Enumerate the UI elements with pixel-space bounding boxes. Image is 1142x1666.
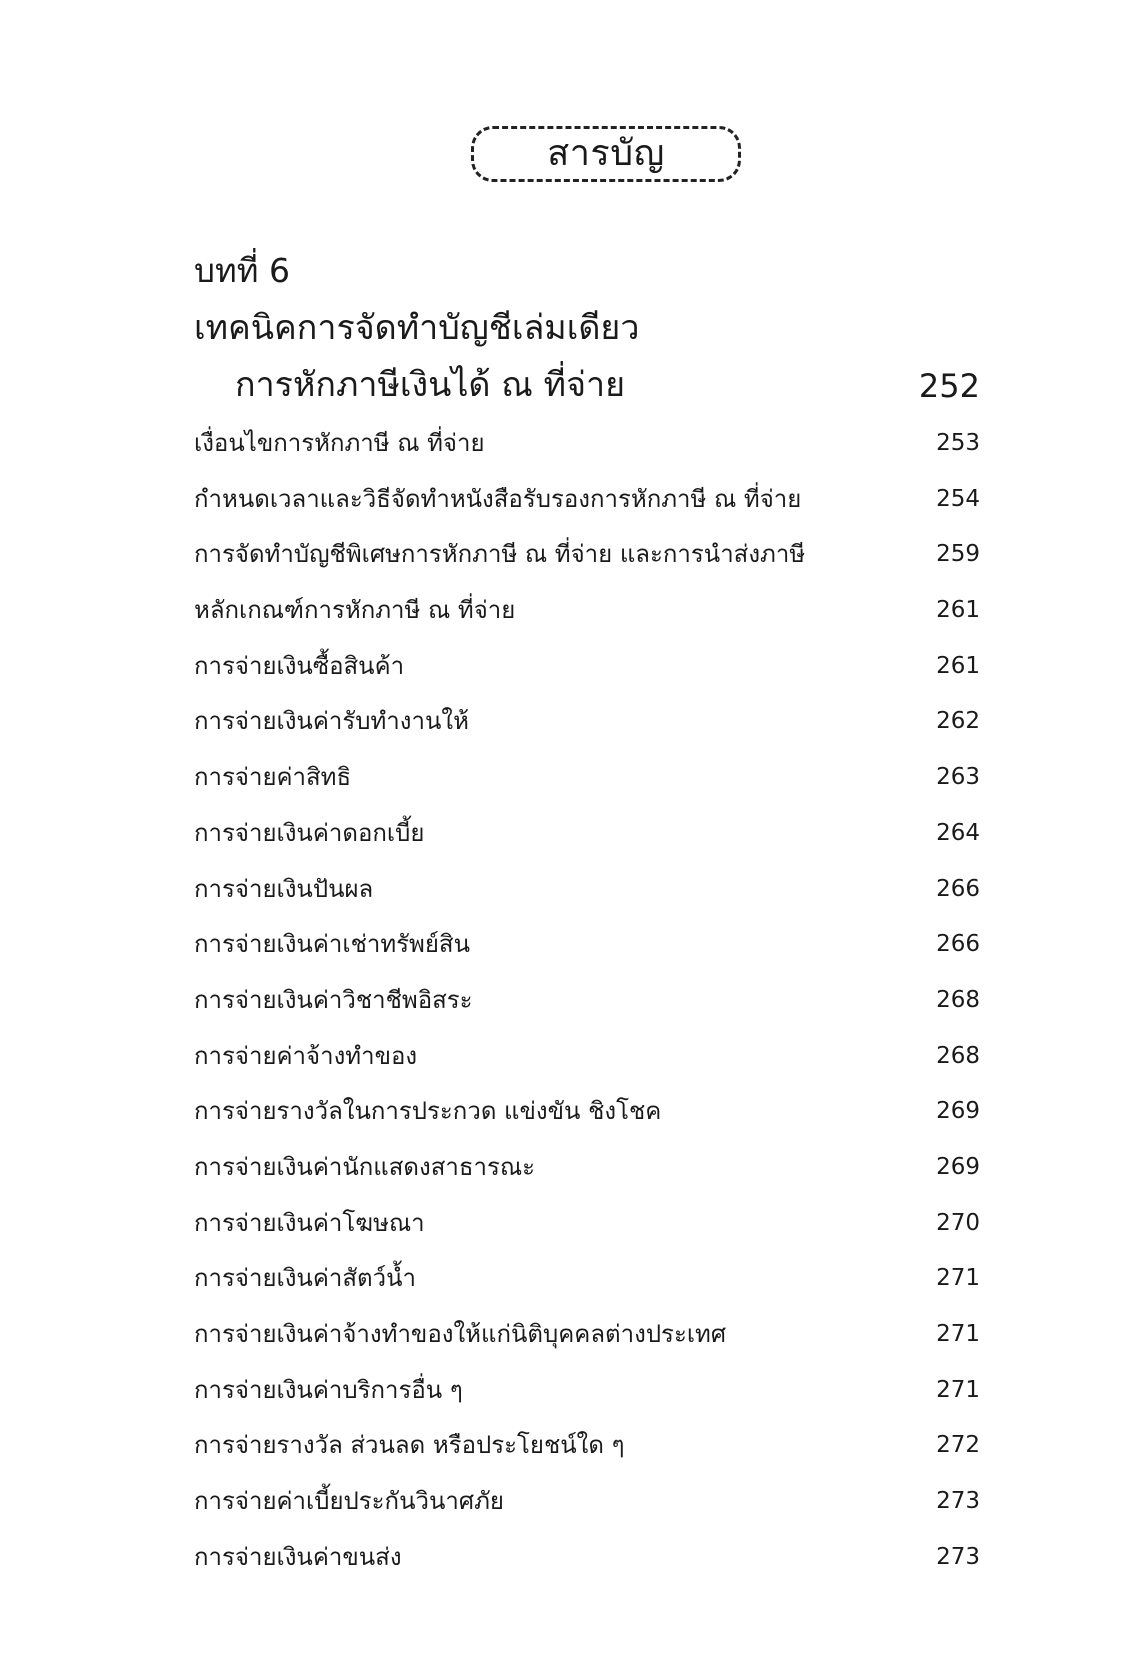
- toc-entry-title: การจ่ายเงินค่าสัตว์น้ำ: [194, 1264, 416, 1293]
- toc-title: สารบัญ: [547, 133, 665, 174]
- toc-entry-title: หลักเกณฑ์การหักภาษี ณ ที่จ่าย: [194, 596, 516, 625]
- toc-entry: [194, 1542, 980, 1598]
- toc-entry: [194, 1152, 980, 1208]
- toc-entry-title: การจ่ายรางวัลในการประกวด แข่งขัน ชิงโชค: [194, 1097, 662, 1126]
- toc-entry: [194, 1041, 980, 1097]
- toc-entry-page: 270: [936, 1209, 980, 1236]
- toc-entry-page: 271: [936, 1265, 980, 1292]
- toc-entry: [194, 1375, 980, 1431]
- toc-entry-page: 273: [936, 1543, 980, 1570]
- toc-entry: [194, 539, 980, 595]
- toc-entry-page: 269: [936, 1153, 980, 1180]
- toc-entry: [194, 1319, 980, 1375]
- toc-entry-title: การจ่ายเงินค่าโฆษณา: [194, 1208, 425, 1237]
- toc-entry-page: 254: [936, 485, 980, 512]
- toc-entry-page: 273: [936, 1488, 980, 1515]
- toc-entry: [194, 874, 980, 930]
- toc-entry-title: การจ่ายเงินค่าดอกเบี้ย: [194, 818, 425, 847]
- toc-entry-page: 264: [936, 819, 980, 846]
- toc-entry: [194, 428, 980, 484]
- toc-entry-page: 268: [936, 986, 980, 1013]
- chapter-page-number: 252: [918, 367, 980, 405]
- toc-entry: [194, 595, 980, 651]
- toc-entry-page: 266: [936, 931, 980, 958]
- toc-entry: [194, 651, 980, 707]
- toc-entry: [194, 1430, 980, 1486]
- toc-entry: [194, 929, 980, 985]
- toc-entry-page: 261: [936, 597, 980, 624]
- toc-entry-page: 263: [936, 764, 980, 791]
- toc-entry-title: เงื่อนไขการหักภาษี ณ ที่จ่าย: [194, 429, 485, 457]
- toc-entry-page: 269: [936, 1098, 980, 1125]
- toc-entry: [194, 1263, 980, 1319]
- toc-entry-page: 253: [936, 430, 980, 456]
- toc-entry-title: การจ่ายเงินค่ารับทำงานให้: [194, 707, 469, 736]
- toc-entry: [194, 818, 980, 874]
- toc-entry-page: 272: [936, 1432, 980, 1459]
- toc-entry-page: 262: [936, 708, 980, 735]
- toc-entry: [194, 1096, 980, 1152]
- toc-entry: [194, 484, 980, 540]
- toc-entry-title: การจ่ายเงินค่าจ้างทำของให้แก่นิติบุคคลต่างประเทศ: [194, 1320, 727, 1348]
- toc-entry: [194, 985, 980, 1041]
- chapter-label: บทที่ 6: [194, 251, 290, 290]
- toc-entry-title: การจ่ายเงินค่าขนส่ง: [194, 1542, 402, 1571]
- toc-entry-title: การจ่ายเงินค่าวิชาชีพอิสระ: [194, 985, 473, 1014]
- toc-title-box: [471, 126, 741, 182]
- toc-entry-title: การจ่ายค่าเบี้ยประกันวินาศภัย: [194, 1487, 504, 1516]
- toc-entry-page: 261: [936, 652, 980, 679]
- toc-entry-title: การจ่ายเงินค่านักแสดงสาธารณะ: [194, 1152, 536, 1181]
- toc-entry-title: การจ่ายเงินค่าเช่าทรัพย์สิน: [194, 930, 470, 959]
- toc-entry: [194, 762, 980, 818]
- toc-entry-title: การจ่ายรางวัล ส่วนลด หรือประโยชน์ใด ๆ: [194, 1431, 625, 1460]
- toc-entry-page: 271: [936, 1321, 980, 1347]
- toc-entry-title: การจ่ายค่าจ้างทำของ: [194, 1041, 418, 1070]
- toc-entry-title: การจัดทำบัญชีพิเศษการหักภาษี ณ ที่จ่าย และการนำส่งภาษี: [194, 540, 806, 569]
- toc-entry: [194, 706, 980, 762]
- toc-entry-title: กำหนดเวลาและวิธีจัดทำหนังสือรับรองการหักภาษี ณ ที่จ่าย: [194, 484, 802, 513]
- toc-entry-title: การจ่ายเงินซื้อสินค้า: [194, 651, 405, 680]
- toc-entry-page: 259: [936, 541, 980, 568]
- toc-entry-page: 271: [936, 1376, 980, 1403]
- toc-entry-list: [194, 428, 980, 1597]
- toc-entry-title: การจ่ายเงินค่าบริการอื่น ๆ: [194, 1375, 463, 1404]
- toc-entry-page: 266: [936, 875, 980, 902]
- toc-entry-page: 268: [936, 1042, 980, 1069]
- chapter-title-line2: การหักภาษีเงินได้ ณ ที่จ่าย: [235, 365, 626, 405]
- toc-entry-title: การจ่ายเงินปันผล: [194, 874, 374, 903]
- toc-entry: [194, 1486, 980, 1542]
- toc-entry-title: การจ่ายค่าสิทธิ: [194, 763, 352, 792]
- toc-entry: [194, 1208, 980, 1264]
- chapter-title-line1: เทคนิคการจัดทำบัญชีเล่มเดียว: [194, 308, 640, 348]
